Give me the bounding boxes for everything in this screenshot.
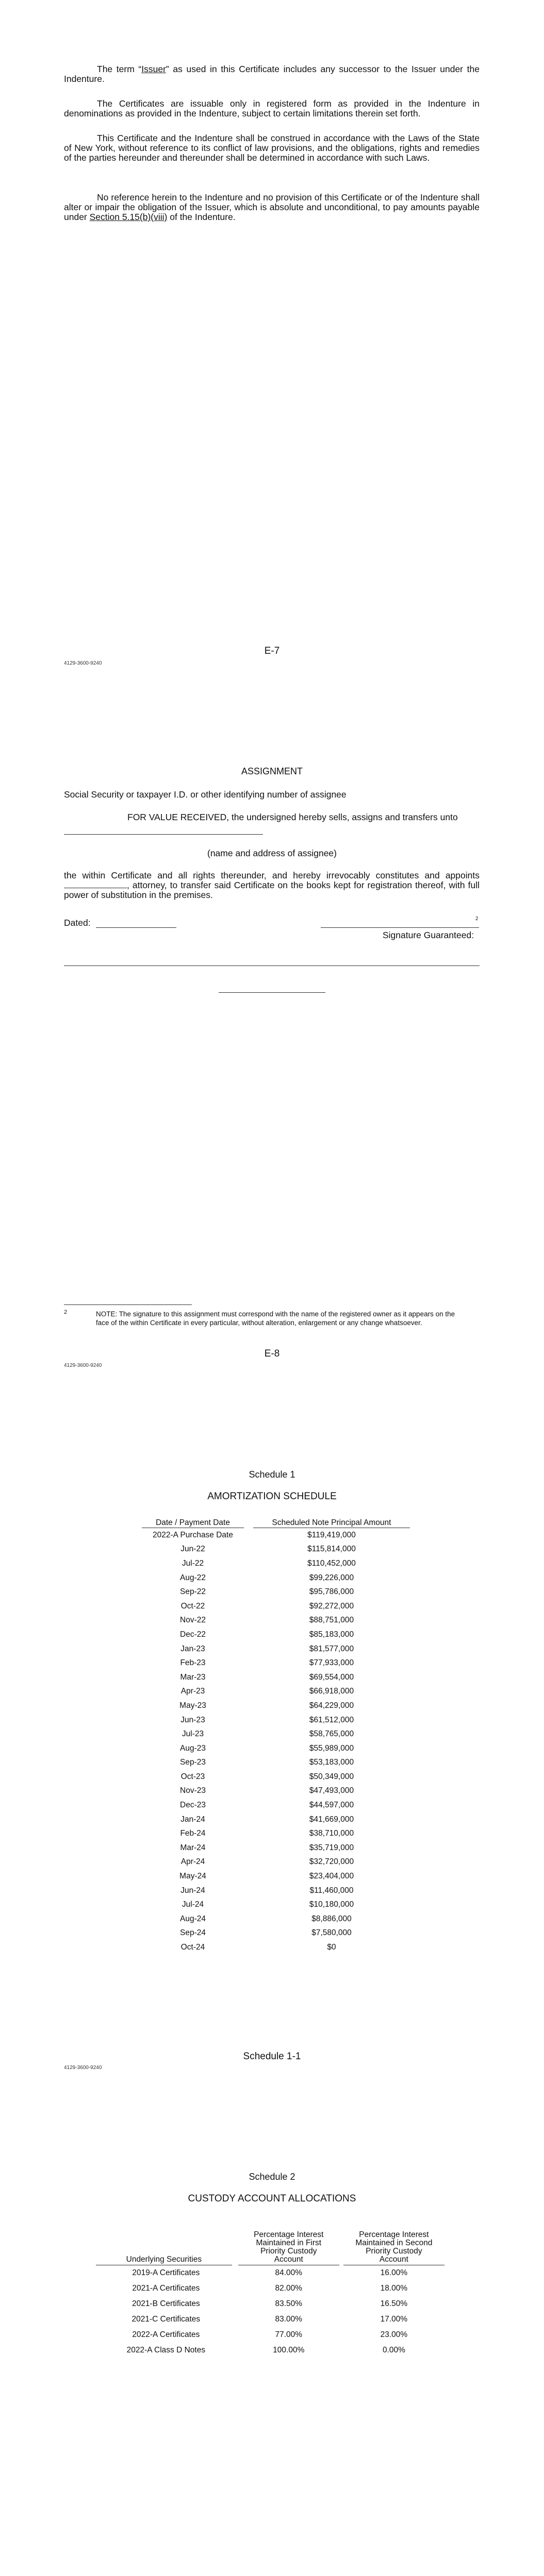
principal-amount-cell: $64,229,000: [309, 1701, 354, 1710]
first-priority-pct-cell: 83.00%: [275, 2315, 303, 2324]
amortization-row: [142, 1841, 410, 1855]
second-priority-pct-cell: 23.00%: [380, 2330, 408, 2339]
custody-row: [96, 2296, 447, 2312]
schedule1-title: AMORTIZATION SCHEDULE: [207, 1491, 337, 1502]
amortization-row: [142, 1628, 410, 1642]
custody-row: [96, 2265, 447, 2281]
payment-date-cell: 2022-A Purchase Date: [153, 1530, 233, 1539]
principal-amount-cell: $95,786,000: [309, 1587, 354, 1597]
principal-amount-cell: $0: [327, 1943, 336, 1952]
amortization-row: [142, 1812, 410, 1827]
payment-date-cell: Aug-24: [180, 1914, 206, 1923]
issuer-term: Issuer: [141, 64, 166, 74]
custody-row: [96, 2327, 447, 2343]
spacer: [244, 1543, 253, 1557]
amortization-row: [142, 1614, 410, 1628]
principal-amount-cell: $35,719,000: [309, 1843, 354, 1852]
principal-amount-cell: $41,669,000: [309, 1815, 354, 1824]
section-reference: Section 5.15(b)(viii): [89, 212, 168, 222]
payment-date-cell: May-23: [179, 1701, 206, 1710]
amortization-row: [142, 1770, 410, 1784]
amortization-header-row: [142, 1516, 410, 1528]
spacer: [244, 1884, 253, 1898]
amortization-row: [142, 1713, 410, 1727]
spacer: [244, 1713, 253, 1727]
custody-row: [96, 2312, 447, 2327]
spacer: [244, 1926, 253, 1941]
amortization-row: [142, 1727, 410, 1741]
second-priority-header-line: Maintained in Second: [355, 2239, 433, 2247]
payment-date-cell: Sep-22: [180, 1587, 206, 1597]
principal-amount-cell: $58,765,000: [309, 1730, 354, 1739]
principal-amount-cell: $115,814,000: [307, 1545, 356, 1554]
footnote-number: 2: [64, 1309, 68, 1315]
payment-date-cell: Dec-23: [180, 1801, 206, 1810]
payment-date-cell: Jun-23: [180, 1715, 205, 1724]
payment-date-cell: May-24: [179, 1872, 206, 1881]
assignee-line: [64, 834, 263, 835]
underlying-security-cell: 2021-A Certificates: [132, 2284, 200, 2293]
amortization-row: [142, 1685, 410, 1699]
spacer: [244, 1516, 253, 1528]
spacer: [244, 1770, 253, 1784]
amortization-row: [142, 1855, 410, 1870]
amortization-row: [142, 1926, 410, 1941]
first-priority-header-line: Maintained in First: [256, 2239, 322, 2247]
payment-date-cell: Jul-23: [182, 1730, 204, 1739]
custody-row: [96, 2281, 447, 2296]
second-priority-pct-cell: 16.50%: [380, 2299, 408, 2308]
principal-amount-cell: $44,597,000: [309, 1801, 354, 1810]
first-priority-header-line: Percentage Interest: [254, 2230, 324, 2239]
issuable-paragraph: The Certificates are issuable only in registered form as provided in the Indenture in denominations as provided in the Indenture, subject to certain limitations therein set forth.: [64, 98, 480, 118]
spacer: [244, 1727, 253, 1741]
payment-date-cell: Feb-24: [180, 1829, 206, 1838]
guarantor-line: [64, 965, 480, 966]
spacer: [244, 1897, 253, 1912]
custody-header-row: [96, 2231, 447, 2265]
spacer: [244, 1585, 253, 1599]
principal-amount-cell: $32,720,000: [309, 1857, 354, 1867]
principal-amount-cell: $119,419,000: [307, 1530, 356, 1539]
doc-id-e7: 4129-3600-9240: [64, 660, 102, 666]
spacer: [244, 1756, 253, 1770]
page-number-schedule1: Schedule 1-1: [243, 2051, 301, 2062]
doc-id-schedule1: 4129-3600-9240: [64, 2065, 102, 2071]
payment-date-cell: Oct-24: [180, 1943, 205, 1952]
amortization-row: [142, 1826, 410, 1841]
spacer: [244, 1656, 253, 1670]
payment-date-cell: Nov-22: [180, 1616, 206, 1625]
transfer-paragraph: [64, 871, 480, 900]
payment-date-cell: Jul-24: [182, 1900, 204, 1909]
page-number-e8: E-8: [264, 1348, 280, 1359]
spacer: [244, 1628, 253, 1642]
second-priority-pct-cell: 16.00%: [380, 2268, 408, 2277]
underlying-security-cell: 2019-A Certificates: [132, 2268, 200, 2277]
amortization-row: [142, 1556, 410, 1571]
second-priority-header-label: [343, 2231, 444, 2265]
spacer: [244, 1869, 253, 1884]
page-number-e7: E-7: [264, 646, 280, 656]
custody-body: [96, 2265, 447, 2358]
second-priority-pct-cell: 17.00%: [380, 2315, 408, 2324]
footnote-separator: [64, 1304, 192, 1305]
amortization-row: [142, 1656, 410, 1670]
transfer-text-b: , attorney, to transfer said Certificate on the books kept for registration thereof, with full power of substitution in the premises.: [64, 880, 480, 900]
name-address-label: (name and address of assignee): [207, 848, 337, 858]
signature-guaranteed-label: Signature Guaranteed:: [383, 930, 474, 940]
principal-amount-cell: $50,349,000: [309, 1772, 354, 1781]
payment-date-cell: Jul-22: [182, 1558, 204, 1568]
payment-date-cell: Oct-23: [180, 1772, 205, 1781]
principal-amount-cell: $61,512,000: [309, 1715, 354, 1724]
spacer: [244, 1614, 253, 1628]
col-underlying-header: [96, 2231, 236, 2265]
payment-date-cell: Jan-23: [180, 1644, 205, 1653]
principal-amount-cell: $88,751,000: [309, 1616, 354, 1625]
principal-amount-cell: $66,918,000: [309, 1687, 354, 1696]
spacer: [244, 1912, 253, 1926]
spacer: [244, 1599, 253, 1614]
custody-allocation-table: [96, 2231, 447, 2358]
principal-amount-cell: $7,580,000: [311, 1928, 352, 1938]
payment-date-cell: Dec-22: [180, 1630, 206, 1639]
second-priority-header-line: Percentage Interest: [359, 2230, 429, 2239]
amortization-row: [142, 1528, 410, 1543]
payment-date-cell: Feb-23: [180, 1658, 206, 1668]
principal-amount-cell: $77,933,000: [309, 1658, 354, 1668]
first-priority-header-line: Priority Custody: [260, 2247, 317, 2256]
amortization-row: [142, 1912, 410, 1926]
payment-date-cell: Jan-24: [180, 1815, 205, 1824]
principal-amount-cell: $81,577,000: [309, 1644, 354, 1653]
amortization-table: [142, 1516, 410, 1955]
amortization-body: [142, 1528, 410, 1955]
principal-amount-cell: $85,183,000: [309, 1630, 354, 1639]
amortization-row: [142, 1884, 410, 1898]
payment-date-cell: Jun-24: [180, 1886, 205, 1895]
para1-text-b: ” as used in this Certificate includes any successor to the Issuer under the Indenture.: [64, 64, 480, 84]
spacer: [244, 1528, 253, 1543]
schedule2-heading: Schedule 2: [249, 2172, 295, 2182]
spacer: [244, 1642, 253, 1656]
col-date-header: Date / Payment Date: [142, 1516, 244, 1528]
principal-amount-cell: $8,886,000: [311, 1914, 352, 1923]
payment-date-cell: Apr-23: [180, 1687, 205, 1696]
payment-date-cell: Aug-22: [180, 1573, 206, 1582]
spacer: [244, 1556, 253, 1571]
principal-amount-cell: $10,180,000: [309, 1900, 354, 1909]
spacer: [244, 1826, 253, 1841]
first-priority-pct-cell: 83.50%: [275, 2299, 303, 2308]
assignment-title: ASSIGNMENT: [241, 766, 303, 776]
payment-date-cell: Aug-23: [180, 1743, 206, 1753]
schedule2-title: CUSTODY ACCOUNT ALLOCATIONS: [188, 2193, 356, 2204]
amortization-row: [142, 1699, 410, 1713]
spacer: [244, 1841, 253, 1855]
amortization-row: [142, 1897, 410, 1912]
spacer: [244, 1812, 253, 1827]
first-priority-pct-cell: 77.00%: [275, 2330, 303, 2339]
no-impairment-paragraph: [64, 193, 480, 222]
schedule1-heading: Schedule 1: [249, 1469, 295, 1480]
underlying-security-cell: 2022-A Class D Notes: [126, 2346, 206, 2354]
dated-line: [96, 927, 176, 928]
spacer: [244, 1699, 253, 1713]
first-priority-pct-cell: 84.00%: [275, 2268, 303, 2277]
para1-text-a: The term “: [97, 64, 142, 74]
doc-id-e8: 4129-3600-9240: [64, 1363, 102, 1368]
issuer-definition-paragraph: [64, 64, 480, 84]
amortization-row: [142, 1599, 410, 1614]
principal-amount-cell: $23,404,000: [309, 1872, 354, 1881]
spacer: [244, 1685, 253, 1699]
amortization-row: [142, 1784, 410, 1799]
custody-row: [96, 2343, 447, 2358]
principal-amount-cell: $110,452,000: [307, 1558, 356, 1568]
col1-label: Underlying Securities: [96, 2256, 232, 2265]
amortization-row: [142, 1670, 410, 1685]
amortization-row: [142, 1571, 410, 1585]
spacer: [244, 1571, 253, 1585]
signature-line: [321, 927, 479, 928]
col-first-priority-header: [236, 2231, 341, 2265]
principal-amount-cell: $38,710,000: [309, 1829, 354, 1838]
amortization-row: [142, 1798, 410, 1812]
spacer: [244, 1784, 253, 1799]
amortization-row: [142, 1741, 410, 1756]
second-priority-header-line: Account: [379, 2255, 408, 2264]
governing-law-paragraph: This Certificate and the Indenture shall be construed in accordance with the Laws of the State of New York, without reference to its conflict of law provisions, and the obligations, rights and remedies of the parties hereunder and thereunder shall be determined in accordance with such Laws.: [64, 133, 480, 163]
transfer-text-a: the within Certificate and all rights thereunder, and hereby irrevocably constitutes and appoints: [64, 870, 480, 880]
short-line: [219, 992, 325, 993]
amortization-row: [142, 1585, 410, 1599]
underlying-security-cell: 2021-B Certificates: [131, 2299, 200, 2308]
first-priority-header-label: [238, 2231, 339, 2265]
principal-amount-cell: $11,460,000: [309, 1886, 354, 1895]
underlying-security-cell: 2021-C Certificates: [131, 2315, 201, 2324]
value-received-line: FOR VALUE RECEIVED, the undersigned hereby sells, assigns and transfers unto: [127, 812, 458, 822]
col-amount-header: Scheduled Note Principal Amount: [253, 1516, 410, 1528]
amortization-row: [142, 1642, 410, 1656]
payment-date-cell: Jun-22: [180, 1545, 205, 1554]
principal-amount-cell: $99,226,000: [309, 1573, 354, 1582]
amortization-row: [142, 1756, 410, 1770]
first-priority-header-line: Account: [274, 2255, 303, 2264]
spacer: [244, 1940, 253, 1955]
para4-text-a: No reference herein to the Indenture and no provision of this Certificate or of the Indenture shall alter or impair the obligation of the Issuer, which is absolute and unconditional, to pay amounts payable under: [64, 192, 480, 222]
principal-amount-cell: $69,554,000: [309, 1672, 354, 1682]
footnote-text: NOTE: The signature to this assignment must correspond with the name of the registered owner as it appears on the face of the within Certificate in every particular, without alteration, enlargement or any change whatsoever.: [96, 1310, 455, 1327]
payment-date-cell: Apr-24: [180, 1857, 205, 1867]
payment-date-cell: Oct-22: [180, 1601, 205, 1611]
principal-amount-cell: $92,272,000: [309, 1601, 354, 1611]
principal-amount-cell: $53,183,000: [309, 1758, 354, 1767]
col-second-priority-header: [341, 2231, 447, 2265]
spacer: [244, 1741, 253, 1756]
payment-date-cell: Nov-23: [180, 1786, 206, 1795]
second-priority-pct-cell: 0.00%: [382, 2346, 405, 2354]
first-priority-pct-cell: 100.00%: [273, 2346, 305, 2354]
second-priority-pct-cell: 18.00%: [380, 2284, 408, 2293]
spacer: [244, 1855, 253, 1870]
first-priority-pct-cell: 82.00%: [275, 2284, 303, 2293]
principal-amount-cell: $55,989,000: [309, 1743, 354, 1753]
para4-text-b: of the Indenture.: [167, 212, 236, 222]
attorney-blank: [64, 881, 127, 888]
spacer: [244, 1798, 253, 1812]
amortization-row: [142, 1543, 410, 1557]
payment-date-cell: Sep-24: [180, 1928, 206, 1938]
spacer: [244, 1670, 253, 1685]
amortization-row: [142, 1940, 410, 1955]
ssn-line: Social Security or taxpayer I.D. or other identifying number of assignee: [64, 789, 347, 800]
amortization-row: [142, 1869, 410, 1884]
payment-date-cell: Mar-23: [180, 1672, 206, 1682]
payment-date-cell: Sep-23: [180, 1758, 206, 1767]
footnote-ref-mark: 2: [475, 916, 479, 922]
underlying-security-cell: 2022-A Certificates: [132, 2330, 200, 2339]
dated-label: Dated:: [64, 918, 91, 928]
second-priority-header-line: Priority Custody: [366, 2247, 422, 2256]
principal-amount-cell: $47,493,000: [309, 1786, 354, 1795]
payment-date-cell: Mar-24: [180, 1843, 206, 1852]
